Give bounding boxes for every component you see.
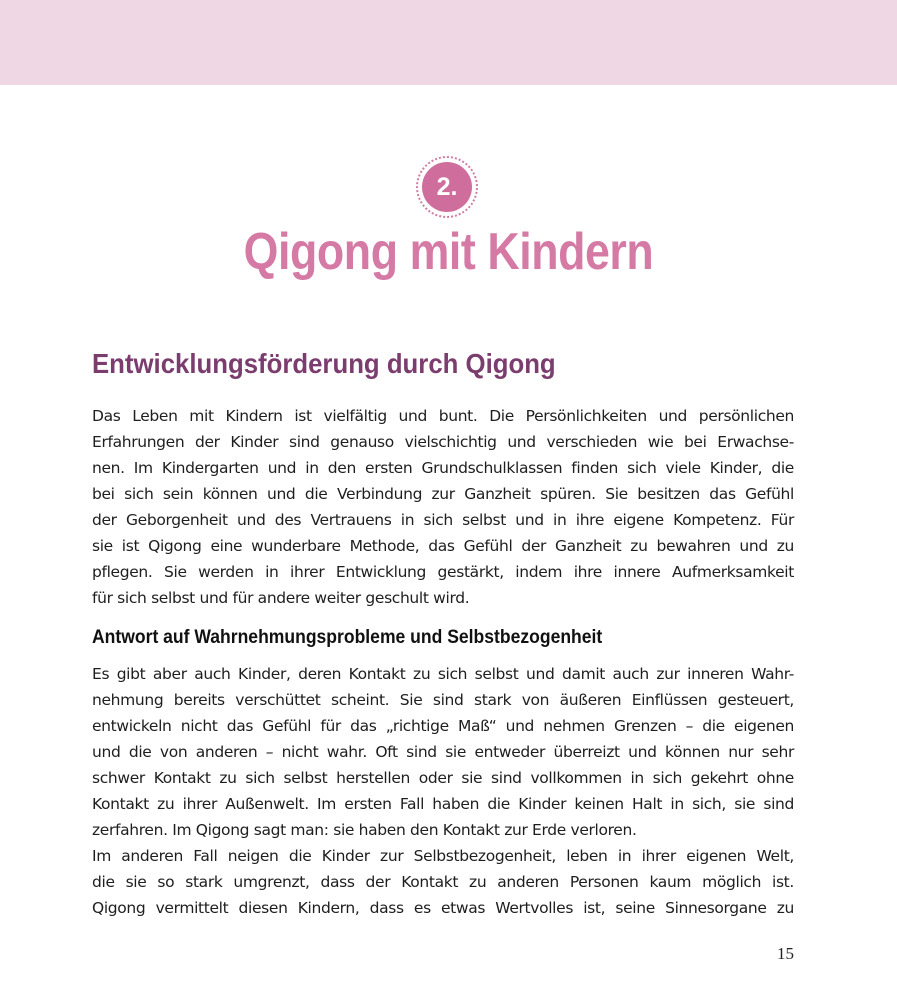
- text-line: Es gibt aber auch Kinder, deren Kontakt zu sich selbst und damit auch zur inneren Wahr-: [92, 665, 794, 683]
- paragraph-3: [92, 843, 794, 921]
- section-heading: Entwicklungsförderung durch Qigong: [92, 348, 556, 379]
- subsection-heading: Antwort auf Wahrnehmungsprobleme und Selbstbezogenheit: [92, 626, 603, 648]
- text-line: Kontakt zu ihrer Außenwelt. Im ersten Fall haben die Kinder keinen Halt in sich, sie sind: [92, 795, 794, 813]
- text-line: pflegen. Sie werden in ihrer Entwicklung gestärkt, indem ihre innere Aufmerksamkeit: [92, 563, 794, 581]
- text-line: für sich selbst und für andere weiter geschult wird.: [92, 589, 470, 607]
- page-number: 15: [777, 944, 794, 963]
- chapter-title: Qigong mit Kindern: [243, 223, 654, 281]
- text-line: sie ist Qigong eine wunderbare Methode, das Gefühl der Ganzheit zu bewahren und zu: [92, 537, 794, 555]
- text-line: Qigong vermittelt diesen Kindern, dass es etwas Wertvolles ist, seine Sinnesorgane zu: [92, 899, 794, 917]
- text-line: nehmung bereits verschüttet scheint. Sie sind stark von äußeren Einflüssen gesteuert,: [92, 691, 794, 709]
- header-band: [0, 0, 897, 85]
- text-line: der Geborgenheit und des Vertrauens in sich selbst und in ihre eigene Kompetenz. Für: [92, 511, 794, 529]
- text-line: die sie so stark umgrenzt, dass der Kontakt zu anderen Personen kaum möglich ist.: [92, 873, 794, 891]
- paragraph-2: [92, 661, 794, 843]
- text-line: schwer Kontakt zu sich selbst herstellen oder sie sind vollkommen in sich gekehrt ohne: [92, 769, 794, 787]
- chapter-number: 2.: [422, 162, 472, 212]
- text-line: Erfahrungen der Kinder sind genauso vielschichtig und verschieden wie bei Erwachse-: [92, 433, 794, 451]
- text-line: zerfahren. Im Qigong sagt man: sie haben den Kontakt zur Erde verloren.: [92, 821, 637, 839]
- text-line: nen. Im Kindergarten und in den ersten Grundschulklassen finden sich viele Kinder, die: [92, 459, 794, 477]
- text-line: Im anderen Fall neigen die Kinder zur Selbstbezogenheit, leben in ihrer eigenen Welt,: [92, 847, 794, 865]
- paragraph-1: [92, 403, 794, 611]
- chapter-number-badge: [416, 156, 478, 218]
- text-line: und die von anderen – nicht wahr. Oft sind sie entweder überreizt und können nur sehr: [92, 743, 794, 761]
- text-line: bei sich sein können und die Verbindung zur Ganzheit spüren. Sie besitzen das Gefühl: [92, 485, 794, 503]
- text-line: Das Leben mit Kindern ist vielfältig und bunt. Die Persönlichkeiten und persönlichen: [92, 407, 794, 425]
- text-line: entwickeln nicht das Gefühl für das „richtige Maß“ und nehmen Grenzen – die eigenen: [92, 717, 794, 735]
